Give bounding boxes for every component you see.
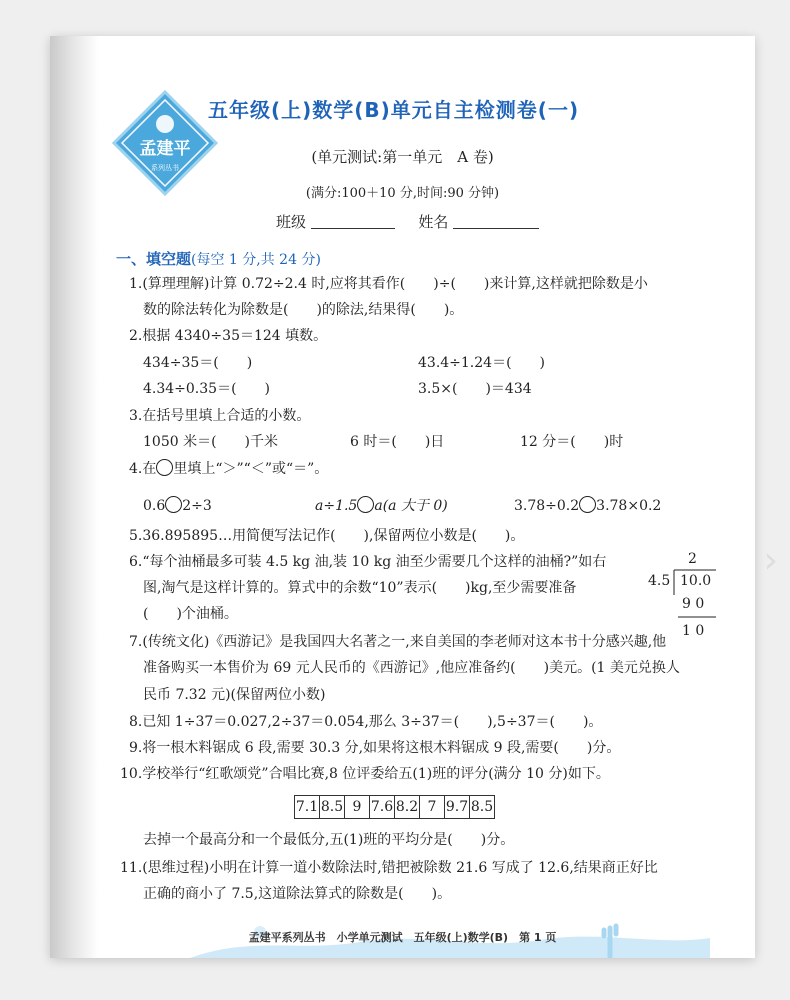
question-6-line-2: 图,淘气是这样计算的。算式中的余数“10”表示( )kg,至少需要准备 xyxy=(143,580,577,596)
q4c-right: 3.78×0.2 xyxy=(596,498,662,514)
score-cell: 8.5 xyxy=(320,796,345,819)
question-7-line-1: 7.(传统文化)《西游记》是我国四大名著之一,来自美国的李老师对这本书十分感兴趣,他 xyxy=(129,634,667,650)
name-label: 姓名 xyxy=(418,213,449,231)
question-6-line-3: ( )个油桶。 xyxy=(143,606,238,622)
unit-subtitle: (单元测试:第一单元 A 卷) xyxy=(311,148,494,166)
score-cell: 8.2 xyxy=(395,796,420,819)
score-cell: 7 xyxy=(420,796,445,819)
q4-item-a xyxy=(143,496,212,516)
q4c-answer-circle[interactable] xyxy=(579,496,596,513)
q4a-answer-circle[interactable] xyxy=(165,496,182,513)
page-title: 五年级(上)数学(B)单元自主检测卷(一) xyxy=(208,98,580,122)
question-5: 5.36.895895…用简便写法记作( ),保留两位小数是( )。 xyxy=(129,528,525,544)
question-9: 9.将一根木料锯成 6 段,需要 30.3 分,如果将这根木料锯成 9 段,需要( )分。 xyxy=(129,740,621,756)
division-product: 9 0 xyxy=(682,596,705,612)
q3-item-c: 12 分＝( )时 xyxy=(520,434,624,450)
question-6-line-1: 6.“每个油桶最多可装 4.5 kg 油,装 10 kg 油至少需要几个这样的油桶?”如右 xyxy=(129,554,607,570)
score-table-row xyxy=(295,796,495,819)
q2-item-c: 4.34÷0.35＝( ) xyxy=(143,381,270,397)
q4a-left: 0.6 xyxy=(143,498,166,514)
logo-badge xyxy=(110,88,220,198)
score-cell: 9.7 xyxy=(445,796,470,819)
q3-item-a: 1050 米＝( )千米 xyxy=(143,434,279,450)
question-4 xyxy=(129,459,328,479)
q4-item-c xyxy=(514,496,661,516)
q3-item-b: 6 时＝( )日 xyxy=(350,434,445,450)
question-2: 2.根据 4340÷35＝124 填数。 xyxy=(129,328,328,344)
division-divisor: 4.5 xyxy=(648,573,671,589)
score-cell: 8.5 xyxy=(470,796,495,819)
logo-text: 孟建平 xyxy=(139,139,191,159)
q4a-right: 2÷3 xyxy=(182,498,212,514)
q2-item-d: 3.5×( )＝434 xyxy=(418,381,532,397)
q4b-answer-circle[interactable] xyxy=(357,496,374,513)
page-fold-shadow xyxy=(50,36,98,958)
question-11-line-2: 正确的商小了 7.5,这道除法算式的除数是( )。 xyxy=(143,886,452,902)
class-name-fields xyxy=(276,212,539,232)
circle-symbol-icon xyxy=(156,459,173,476)
question-7-line-3: 民币 7.32 元)(保留两位小数) xyxy=(143,687,326,703)
score-cell: 9 xyxy=(345,796,370,819)
score-cell: 7.6 xyxy=(370,796,395,819)
score-cell: 7.1 xyxy=(295,796,320,819)
division-remainder: 1 0 xyxy=(682,623,705,639)
q2-item-b: 43.4÷1.24＝( ) xyxy=(418,355,545,371)
worksheet-page xyxy=(50,36,755,958)
question-1-line-1: 1.(算理理解)计算 0.72÷2.4 时,应将其看作( )÷( )来计算,这样就把除数是小 xyxy=(129,276,648,292)
score-table xyxy=(294,795,495,819)
q2-item-a: 434÷35＝( ) xyxy=(143,355,253,371)
next-page-arrow-icon[interactable]: › xyxy=(763,540,778,581)
q4-text-a: 4.在 xyxy=(129,461,157,477)
class-blank[interactable] xyxy=(311,214,395,229)
question-10: 10.学校举行“红歌颂党”合唱比赛,8 位评委给五(1)班的评分(满分 10 分)如下。 xyxy=(120,766,610,782)
q4c-left: 3.78÷0.2 xyxy=(514,498,580,514)
question-11-line-1: 11.(思维过程)小明在计算一道小数除法时,错把被除数 21.6 写成了 12.6,结果商正好比 xyxy=(120,860,658,876)
logo-sub: 系列丛书 xyxy=(151,164,179,172)
division-dividend: 10.0 xyxy=(680,573,712,589)
division-quotient: 2 xyxy=(688,551,697,567)
section-note: (每空 1 分,共 24 分) xyxy=(191,252,321,268)
class-label: 班级 xyxy=(276,213,307,231)
question-7-line-2: 准备购买一本售价为 69 元人民币的《西游记》,他应准备约( )美元。(1 美元兑换人 xyxy=(143,660,680,676)
question-8: 8.已知 1÷37＝0.027,2÷37＝0.054,那么 3÷37＝( ),5÷37＝( )。 xyxy=(129,714,603,730)
section-title: 一、填空题 xyxy=(116,250,192,268)
q4-text-b: 里填上“＞”“＜”或“＝”。 xyxy=(173,461,329,477)
question-1-line-2: 数的除法转化为除数是( )的除法,结果得( )。 xyxy=(143,302,464,318)
q4b-left: a÷1.5 xyxy=(315,498,358,514)
question-3: 3.在括号里填上合适的小数。 xyxy=(129,408,311,424)
score-time-info: (满分:100＋10 分,时间:90 分钟) xyxy=(305,186,500,201)
name-blank[interactable] xyxy=(453,214,539,229)
page-footer: 孟建平系列丛书 小学单元测试 五年级(上)数学(B) 第 1 页 xyxy=(248,931,557,944)
q4b-right: a(a 大于 0) xyxy=(374,498,448,514)
question-10-prompt: 去掉一个最高分和一个最低分,五(1)班的平均分是( )分。 xyxy=(143,832,515,848)
section-heading xyxy=(116,248,321,269)
q4-item-b xyxy=(315,496,448,516)
